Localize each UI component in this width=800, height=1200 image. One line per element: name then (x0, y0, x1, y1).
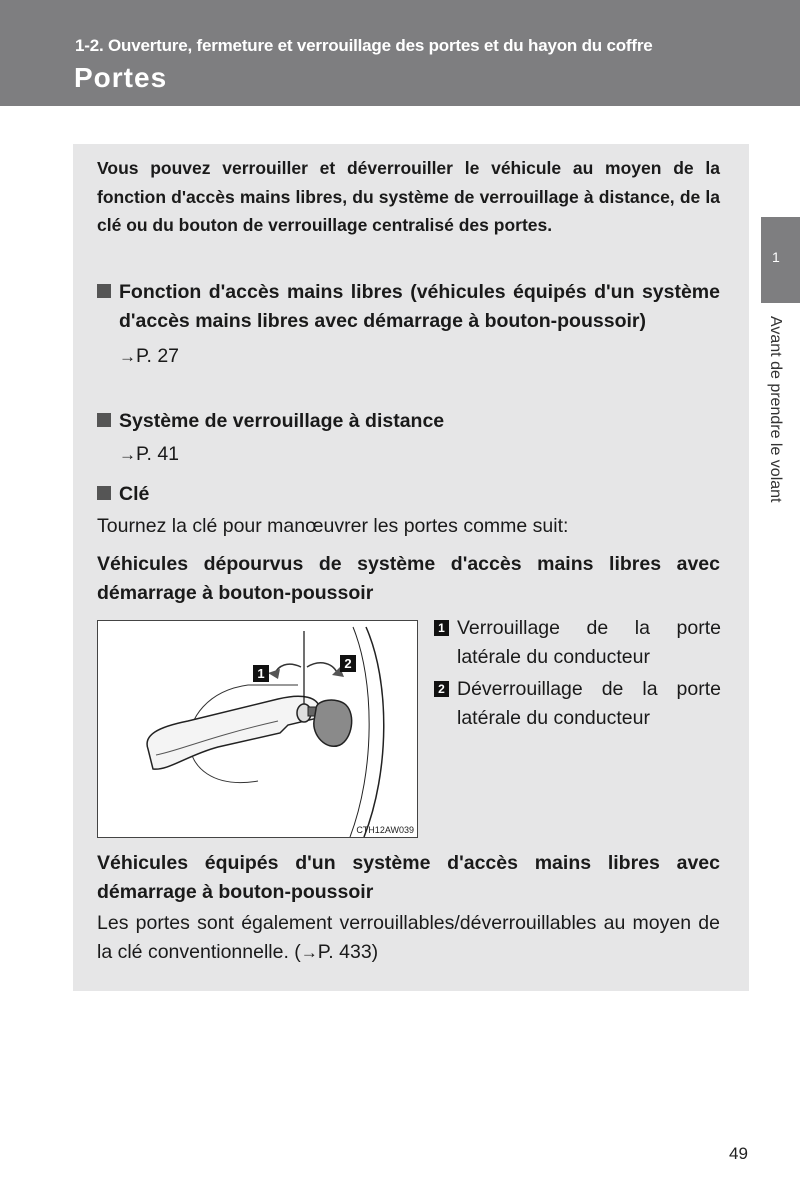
remote-heading-text: Système de verrouillage à distance (119, 410, 445, 432)
legend-number-2: 2 (434, 681, 449, 697)
remote-ref (97, 440, 720, 469)
page-header (0, 0, 800, 106)
arrow-icon: → (300, 942, 318, 962)
door-handle-illustration (98, 621, 417, 837)
key-text: Tournez la clé pour manœuvrer les portes comme suit: (97, 514, 569, 537)
figure-code: CTH12AW039 (356, 825, 414, 835)
key-subheading-with: Véhicules équipés d'un système d'accès mains libres avec démarrage à bouton-poussoir (97, 852, 720, 903)
remote-ref-text: P. 41 (136, 442, 180, 465)
legend-item (434, 675, 721, 732)
key-heading (97, 480, 720, 509)
legend-text-2: Déverrouillage de la porte latérale du conducteur (457, 678, 721, 729)
page-number: 49 (729, 1144, 748, 1163)
chapter-label: Avant de prendre le volant (767, 316, 784, 503)
smart-entry-ref (97, 342, 720, 371)
smart-entry-ref-text: P. 27 (136, 345, 180, 367)
key-section (97, 480, 720, 607)
remote-heading (97, 407, 720, 436)
square-bullet-icon (97, 486, 111, 500)
chapter-number: 1 (772, 249, 780, 265)
arrow-icon: → (119, 347, 136, 366)
section-heading: 1-2. Ouverture, fermeture et verrouillage des portes et du hayon du coffre (75, 36, 653, 55)
legend-number-1: 1 (434, 620, 449, 636)
intro-paragraph: Vous pouvez verrouiller et déverrouiller le véhicule au moyen de la fonction d'accès mains libres, du système de verrouillage à distance, de la clé ou du bouton de verrouillage centralisé des portes. (97, 158, 720, 235)
remote-section (97, 407, 720, 469)
figure-legend (434, 614, 721, 732)
chapter-tab (761, 217, 800, 303)
smart-entry-heading (97, 278, 720, 335)
square-bullet-icon (97, 284, 111, 298)
figure-label-1: 1 (257, 666, 265, 681)
key-text-with-ref: P. 433) (317, 940, 379, 963)
legend-text-1: Verrouillage de la porte latérale du conducteur (457, 617, 721, 668)
smart-key-section (97, 849, 720, 967)
figure-label-2: 2 (344, 656, 352, 671)
smart-entry-heading-text: Fonction d'accès mains libres (véhicules équipés d'un système d'accès mains libres avec démarrage à bouton-poussoir) (119, 281, 720, 332)
key-text-with (97, 909, 720, 967)
key-heading-text: Clé (119, 483, 150, 505)
page-title: Portes (74, 62, 168, 93)
square-bullet-icon (97, 413, 111, 427)
legend-item (434, 614, 721, 671)
key-subheading-without: Véhicules dépourvus de système d'accès mains libres avec démarrage à bouton-poussoir (97, 553, 720, 604)
key-text-with-start: Les portes sont également verrouillables/déverrouillables au moyen de la clé conventionnelle. ( (97, 912, 720, 963)
smart-entry-section (97, 278, 720, 371)
content-box (73, 144, 749, 991)
arrow-icon: → (119, 444, 136, 464)
door-lock-figure (97, 620, 418, 838)
